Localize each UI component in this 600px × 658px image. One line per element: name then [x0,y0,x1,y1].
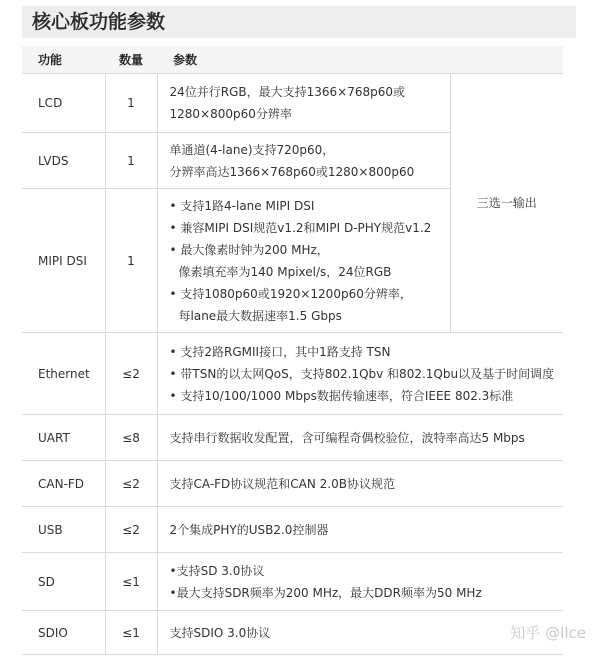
table-row-usb [22,507,563,553]
param-line: • 支持1路4-lane MIPI DSI [169,198,315,213]
param-line: 支持串行数据收发配置，含可编程奇偶校验位，波特率高达5 Mbps [169,430,525,445]
param-line: •最大支持SDR频率为200 MHz，最大DDR频率为50 MHz [169,585,482,600]
spec-table [22,46,563,655]
param-line: • 最大像素时钟为200 MHz， [169,242,329,257]
cell-params [157,189,450,333]
cell-params [157,133,450,189]
param-line: • 兼容MIPI DSI规范v1.2和MIPI D-PHY规范v1.2 [169,220,432,235]
cell-function: CAN-FD [22,461,105,507]
cell-quantity: 1 [105,189,157,333]
header-params: 参数 [157,46,563,74]
table-row-lcd [22,74,563,133]
cell-quantity: ≤8 [105,415,157,461]
cell-params [157,74,450,133]
cell-function: LVDS [22,133,105,189]
cell-function: USB [22,507,105,553]
cell-function: UART [22,415,105,461]
param-line: 像素填充率为140 Mpixel/s，24位RGB [178,264,392,279]
param-line: • 支持1080p60或1920×1200p60分辨率， [169,286,412,301]
table-row-can-fd [22,461,563,507]
param-line: 单通道(4-lane)支持720p60， [169,142,335,157]
table-row-sd [22,553,563,611]
param-line: • 支持2路RGMII接口，其中1路支持 TSN [169,344,391,359]
table-row-uart [22,415,563,461]
param-line: 24位并行RGB，最大支持1366×768p60或 [169,85,406,99]
cell-quantity: 1 [105,133,157,189]
title-bar [22,6,576,38]
cell-function: MIPI DSI [22,189,105,333]
cell-quantity: 1 [105,74,157,133]
cell-params [157,461,563,507]
cell-params [157,507,563,553]
table-header-row [22,46,563,74]
header-quantity: 数量 [105,46,157,74]
param-line: 支持CA-FD协议规范和CAN 2.0B协议规范 [169,476,395,491]
param-line: • 支持10/100/1000 Mbps数据传输速率，符合IEEE 802.3标准 [169,388,514,403]
cell-function: SD [22,553,105,611]
cell-params [157,611,563,655]
table-row-sdio [22,611,563,655]
param-line: 支持SDIO 3.0协议 [169,625,271,640]
param-line: 每lane最大数据速率1.5 Gbps [178,308,342,323]
param-line: 1280×800p60分辨率 [169,107,292,121]
param-line: • 带TSN的以太网QoS，支持802.1Qbv 和802.1Qbu以及基于时间调度 [169,366,555,381]
cell-quantity: ≤1 [105,553,157,611]
cell-params [157,333,563,415]
page-title: 核心板功能参数 [32,11,166,33]
param-line: 分辨率高达1366×768p60或1280×800p60 [169,164,415,179]
table-row-ethernet [22,333,563,415]
cell-quantity: ≤1 [105,611,157,655]
watermark: 知乎 @llce [510,624,586,642]
cell-params [157,415,563,461]
param-line: •支持SD 3.0协议 [169,563,265,578]
cell-function: Ethernet [22,333,105,415]
param-line: 2个集成PHY的USB2.0控制器 [169,522,329,537]
cell-quantity: ≤2 [105,507,157,553]
header-function: 功能 [22,46,105,74]
cell-function: LCD [22,74,105,133]
cell-function: SDIO [22,611,105,655]
cell-params [157,553,563,611]
cell-quantity: ≤2 [105,461,157,507]
cell-quantity: ≤2 [105,333,157,415]
merged-output-note: 三选一输出 [450,74,563,333]
